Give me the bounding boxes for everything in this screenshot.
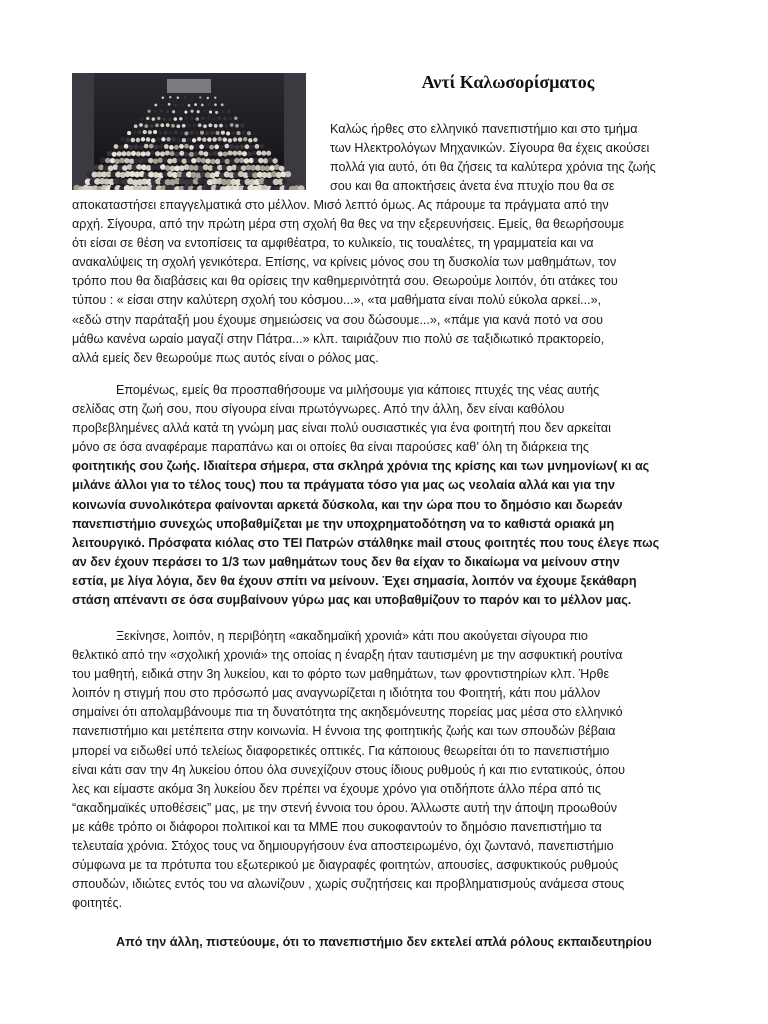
crowd-person (164, 144, 169, 149)
text-line: σπουδών, ιδιώτες εντός του να αλωνίζουν , χωρίς συζητήσεις και προβληματισμούς ανάμεσα στους (72, 877, 625, 892)
text-line: του μαθητή, ειδικά στην 3η λυκείου, και το φόρτο των μαθημάτων, των φροντιστηρίων κλπ. Ήρθε (72, 667, 610, 682)
crowd-person (166, 110, 169, 113)
text-line: τρόπο που θα διαβάσεις και θα ορίσεις την καθημερινότητά σου. Θεωρούμε λοιπόν, ότι ατάκες του (72, 274, 618, 289)
crowd-person (191, 158, 196, 163)
crowd-person (153, 158, 158, 163)
text-line: μάθω κανένα ωραίο μαγαζί στην Πάτρα...» κλπ. ταιριάζουν πιο πολύ σε ταξιδιωτικό πρακτορείο, (72, 331, 605, 346)
crowd-person (134, 144, 139, 149)
crowd-person (199, 144, 204, 149)
crowd-person (149, 144, 154, 149)
crowd-person (253, 138, 257, 142)
paragraph-1 (72, 196, 696, 368)
crowd-person (189, 145, 194, 150)
text-line: προβεβλημένες αλλά κατά τη γνώμη μας είναι πολύ ουσιαστικές για ένα φοιτητή που δεν αρκείται (72, 421, 611, 436)
text-line: σου και θα αποκτήσεις άνετα ένα πτυχίο που θα σε (330, 179, 615, 194)
paragraph-2 (72, 381, 696, 610)
crowd-person (155, 123, 159, 127)
crowd-person (247, 151, 252, 156)
text-line: Ξεκίνησε, λοιπόν, η περιβόητη «ακαδημαϊκή χρονιά» κάτι που ακούγεται σίγουρα πιο (116, 629, 588, 643)
crowd-person (160, 151, 165, 156)
crowd-person (236, 131, 240, 135)
text-line: ανακαλύψεις τη σχολή γενικότερα. Επίσης, να κρίνεις μόνος σου τη δυσκολία των μαθημάτων, τον (72, 255, 617, 270)
crowd-person (268, 157, 273, 162)
crowd-person (174, 130, 178, 134)
crowd-person (212, 137, 216, 141)
crowd-person (153, 130, 157, 134)
crowd-person (164, 131, 168, 135)
crowd-person (190, 117, 193, 120)
crowd-person (152, 117, 155, 120)
crowd-person (239, 144, 244, 149)
text-line: των Ηλεκτρολόγων Μηχανικών. Σίγουρα θα έχεις ακούσει (330, 141, 650, 156)
text-line: Επομένως, εμείς θα προσπαθήσουμε να μιλήσουμε για κάποιες πτυχές της νέας αυτής (116, 383, 600, 397)
crowd-person (209, 110, 212, 113)
crowd-person (146, 137, 150, 141)
crowd-person (207, 137, 211, 141)
crowd-person (207, 97, 209, 99)
crowd-person (238, 137, 242, 141)
crowd-person (197, 110, 200, 113)
text-line: είναι κάτι σαν την 4η λυκείου όπου όλα συνεχίζουν στους ίδιους ρυθμούς ή και πιο εντατικούς, όπου (72, 762, 626, 777)
crowd-person (261, 151, 266, 156)
crowd-person (165, 151, 170, 156)
crowd-person (208, 151, 213, 156)
crowd-person (119, 158, 124, 163)
crowd-person (181, 158, 186, 163)
crowd-person (248, 158, 253, 163)
crowd-person (169, 145, 174, 150)
crowd-person (234, 158, 239, 163)
crowd-person (141, 151, 146, 156)
crowd-person (245, 144, 250, 149)
crowd-person (124, 158, 129, 163)
crowd-person (205, 131, 209, 135)
crowd-person (134, 124, 138, 128)
crowd-person (279, 166, 285, 172)
crowd-person (192, 138, 196, 142)
crowd-person (212, 117, 215, 120)
crowd-person (192, 123, 196, 127)
crowd-person (196, 117, 199, 120)
crowd-person (272, 158, 277, 163)
crowd-person (148, 110, 151, 113)
crowd-person (124, 144, 129, 149)
crowd-person (221, 103, 224, 106)
crowd-person (179, 131, 183, 135)
crowd-person (213, 151, 218, 156)
crowd-person (139, 145, 144, 150)
crowd-person (187, 124, 191, 128)
crowd-person (134, 158, 139, 163)
crowd-person (169, 96, 171, 98)
crowd-person (131, 138, 135, 142)
crowd-person (218, 151, 223, 156)
text-line: σύμφωνα με τα πρότυπα του εξωτερικού με διαγραφές φοιτητών, απουσίες, ασφυκτικούς ρυθμούς (72, 858, 619, 873)
crowd-person (214, 97, 216, 99)
crowd-person (179, 117, 182, 120)
crowd-person (155, 151, 160, 156)
crowd-person (195, 131, 199, 135)
crowd-person (162, 157, 167, 162)
crowd-person (234, 145, 239, 150)
crowd-person (129, 145, 134, 150)
text-line: με κάθε τρόπο οι διάφοροι πολιτικοί και τα ΜΜΕ που συκοφαντούν το δημόσιο πανεπιστήμιο τα (72, 819, 602, 834)
text-line: αν δεν έχουν περάσει το 1/3 των μαθημάτων τους δεν θα είχαν το δικαίωμα να μείνουν στην (72, 554, 620, 569)
crowd-person (229, 144, 234, 149)
crowd-person (208, 103, 211, 106)
page-title: Αντί Καλωσορίσματος (421, 72, 595, 92)
crowd-person (127, 131, 131, 135)
crowd-person (187, 137, 191, 141)
crowd-person (168, 118, 171, 121)
crowd-person (219, 124, 223, 128)
crowd-person (166, 123, 170, 127)
crowd-person (148, 158, 153, 163)
crowd-person (174, 104, 177, 107)
crowd-person (162, 97, 164, 99)
crowd-person (201, 158, 206, 163)
crowd-person (159, 144, 164, 149)
crowd-person (227, 150, 232, 155)
text-line: ότι είσαι σε θέση να εντοπίσεις τα αμφιθέατρα, το κυλικείο, τις τουαλέτες, τη γραμματεία και να (72, 236, 594, 251)
crowd-person (151, 138, 155, 142)
crowd-person (225, 159, 230, 164)
text-line: αρχή. Σίγουρα, από την πρώτη μέρα στη σχολή θα θες να την εξερευνήσεις. Εμείς, θα θεωρήσουμε (72, 217, 625, 232)
crowd-person (200, 131, 204, 135)
text-line: αποκαταστήσει επαγγελματικά στο μέλλον. Μισό λεπτό όμως. Ας πάρουμε τα πράγματα από την (72, 198, 609, 212)
crowd-person (154, 145, 159, 150)
crowd-person (179, 144, 184, 149)
crowd-person (263, 158, 268, 163)
text-line: τύπου : « είσαι στην καλύτερη σχολή του κόσμου...», «τα μαθήματα είναι πολύ εύκολα αρκεί...», (72, 293, 602, 308)
crowd-person (217, 137, 221, 141)
text-line: μιλάνε άλλοι για το τέλος τους) που τα πράγματα τόσο για μας ως νεολαία αλλά και για την (72, 478, 615, 493)
crowd-person (194, 151, 199, 156)
crowd-person (250, 145, 255, 150)
crowd-person (132, 130, 136, 134)
crowd-person (177, 97, 179, 99)
crowd-person (114, 159, 119, 164)
crowd-person (125, 137, 129, 141)
crowd-person (185, 117, 188, 120)
crowd-person (224, 124, 228, 128)
crowd-person (119, 145, 124, 150)
crowd-person (184, 96, 186, 98)
crowd-person (143, 157, 148, 162)
crowd-person (121, 151, 126, 156)
crowd-person (291, 179, 297, 185)
crowd-person (138, 158, 143, 163)
crowd-person (172, 110, 175, 113)
text-line: Καλώς ήρθες στο ελληνικό πανεπιστήμιο και στο τμήμα (330, 122, 638, 136)
crowd-person (216, 131, 220, 135)
crowd-person (229, 117, 232, 120)
crowd-person (177, 157, 182, 162)
crowd-person (171, 137, 175, 141)
text-line: κοινωνία συνολικότερα φαίνονται αρκετά δύσκολα, και την ώρα που το δημόσιο και δωρεάν (72, 497, 623, 512)
text-line: λες και είμαστε ακόμα 3η λυκείου δεν πρέπει να έχουμε χρόνο για οτιδήποτε άλλο πέρα από τις (72, 781, 601, 796)
crowd-person (247, 131, 251, 135)
text-line: τελευταία χρόνια. Στόχος τους να δημιουργήσουν ένα αποστειρωμένο, όχι ζωντανό, πανεπιστήμιο (72, 839, 614, 854)
crowd-person (107, 151, 112, 156)
crowd-person (198, 123, 202, 127)
crowd-person (184, 152, 189, 157)
crowd-person (184, 111, 187, 114)
text-line: λοιπόν η στιγμή που στο πρόσωπό μας αναγνωρίζεται η ιδιότητα του Φοιτητή, κάτι που μάλλον (72, 686, 601, 701)
crowd-person (188, 104, 191, 107)
crowd-person (242, 131, 246, 135)
crowd-person (145, 151, 150, 156)
lecture-hall-photo (72, 73, 306, 190)
crowd-person (252, 151, 257, 156)
crowd-person (266, 151, 271, 156)
crowd-person (146, 117, 149, 120)
crowd-person (237, 151, 242, 156)
crowd-person (190, 131, 194, 135)
crowd-person (223, 117, 226, 120)
text-line: “ακαδημαϊκές υποθέσεις” μας, με την στενή έννοια του όρου. Άλλωστε αυτή την άποψη προωθούν (72, 800, 618, 815)
crowd-person (214, 103, 217, 106)
crowd-person (194, 103, 197, 106)
crowd-person (131, 151, 136, 156)
crowd-person (136, 151, 141, 156)
crowd-person (218, 116, 221, 119)
crowd-person (221, 131, 225, 135)
crowd-person (141, 137, 145, 141)
crowd-person (179, 151, 184, 156)
crowd-person (174, 117, 177, 120)
crowd-person (215, 111, 218, 114)
crowd-person (158, 131, 162, 135)
paragraph-4 (72, 933, 696, 952)
crowd-person (158, 158, 163, 163)
crowd-person (163, 118, 166, 121)
crowd-person (136, 138, 140, 142)
crowd-person (191, 110, 194, 113)
crowd-person (234, 116, 237, 119)
crowd-person (144, 124, 148, 128)
crowd-person (230, 123, 234, 127)
crowd-person (209, 145, 214, 150)
crowd-person (144, 144, 149, 149)
crowd-person (120, 137, 124, 141)
crowd-person (222, 165, 228, 171)
crowd-person (199, 96, 201, 98)
crowd-person (192, 97, 194, 99)
crowd-person (210, 159, 215, 164)
crowd-person (228, 138, 232, 142)
crowd-person (256, 151, 261, 156)
text-line: εστία, με λίγα λόγια, δεν θα έχουν σπίτι να μείνουν. Έχει σημασία, λοιπόν να έχουμε ξεκάθαρη (72, 573, 637, 588)
crowd-person (169, 131, 173, 135)
crowd-person (156, 137, 160, 141)
text-line: θελκτικό από την «σχολική χρονιά» της οποίας η έναρξη ήταν ταυτισμένη με την ασφυκτική ρουτίνα (72, 648, 623, 663)
crowd-person (148, 130, 152, 134)
crowd-person (223, 151, 228, 156)
crowd-person (114, 144, 119, 149)
crowd-person (224, 144, 229, 149)
text-line: στάση απέναντι σε όσα συμβαίνουν γύρω μας και υποβαθμίζουν το παρόν και το μέλλον μας. (72, 593, 632, 608)
crowd-person (108, 165, 114, 171)
crowd-person (269, 165, 275, 171)
crowd-person (255, 144, 260, 149)
crowd-person (233, 137, 237, 141)
crowd-person (160, 123, 164, 127)
crowd-person (182, 138, 186, 142)
crowd-person (201, 104, 204, 107)
crowd-person (231, 131, 235, 135)
crowd-person (215, 159, 220, 164)
crowd-person (232, 151, 237, 156)
text-line: σημαίνει ότι απολαμβάνουμε πια τη δυνατότητα της ακηδεμόνευτης πορείας μας μέσα στο ελληνικό (72, 705, 623, 720)
crowd-person (182, 124, 186, 128)
crowd-person (176, 124, 180, 128)
crowd-person (170, 151, 175, 156)
crowd-person (112, 152, 117, 157)
text-line: πανεπιστήμιο συνεχώς υποβαθμίζεται με την υποχρηματοδότηση να το καθιστά οριακά μη (72, 516, 615, 531)
intro-paragraph (330, 120, 696, 196)
crowd-person (285, 171, 291, 177)
crowd-person (194, 144, 199, 149)
crowd-person (229, 159, 234, 164)
text-line: μόνο σε όσα αναφέραμε παραπάνω και οι οποίες θα είναι παρούσες καθ’ όλη τη διάρκεια της (72, 440, 589, 455)
crowd-person (174, 145, 179, 150)
crowd-person (184, 131, 188, 135)
crowd-person (105, 158, 110, 163)
crowd-person (157, 117, 160, 120)
crowd-person (178, 110, 181, 113)
crowd-person (221, 110, 224, 113)
crowd-person (214, 144, 219, 149)
crowd-person (181, 103, 184, 106)
text-line: «εδώ στην παράταξή μου έχουμε σημειώσεις να σου δώσουμε...», «πάμε για κανά ποτό να σου (72, 312, 603, 327)
crowd-person (226, 131, 230, 135)
crowd-person (258, 158, 263, 163)
crowd-person (154, 104, 157, 107)
crowd-person (202, 137, 206, 141)
text-line: Από την άλλη, πιστεύουμε, ότι το πανεπιστήμιο δεν εκτελεί απλά ρόλους εκπαιδευτηρίου (116, 935, 652, 949)
crowd-person (214, 124, 218, 128)
crowd-person (243, 137, 247, 141)
crowd-person (253, 157, 258, 162)
crowd-person (161, 103, 164, 106)
crowd-person (171, 124, 175, 128)
crowd-person (210, 131, 214, 135)
text-line: πολλά για αυτό, ότι θα ζήσεις τα καλύτερα χρόνια της ζωής (330, 160, 656, 175)
crowd-person (110, 158, 115, 163)
crowd-person (150, 124, 154, 128)
crowd-person (244, 158, 249, 163)
crowd-person (172, 158, 177, 163)
crowd-person (201, 117, 204, 120)
text-line: φοιτητικής σου ζωής. Ιδιαίτερα σήμερα, στα σκληρά χρόνια της κρίσης και των μνημονίων( κι ας (72, 459, 650, 474)
crowd-person (196, 157, 201, 162)
crowd-person (248, 138, 252, 142)
crowd-person (199, 150, 204, 155)
crowd-person (227, 110, 230, 113)
crowd-person (117, 151, 122, 156)
crowd-person (129, 158, 134, 163)
crowd-person (203, 110, 206, 113)
text-line: αλλά εμείς δεν θεωρούμε πως αυτός είναι ο ρόλος μας. (72, 350, 379, 365)
crowd-person (242, 151, 247, 156)
crowd-person (126, 151, 131, 156)
crowd-person (207, 116, 210, 119)
paragraph-3 (72, 627, 696, 913)
crowd-person (220, 158, 225, 163)
crowd-person (223, 137, 227, 141)
crowd-person (204, 144, 209, 149)
crowd-person (239, 158, 244, 163)
crowd-person (203, 124, 207, 128)
crowd-person (143, 130, 147, 134)
crowd-person (150, 150, 155, 155)
crowd-person (208, 123, 212, 127)
text-line: πανεπιστήμιο και μετέπειτα στην κοινωνία. Η έννοια της φοιτητικής ζωής και των σπουδών βέβαια (72, 724, 616, 739)
crowd-person (219, 145, 224, 150)
crowd-person (154, 110, 157, 113)
crowd-person (174, 152, 179, 157)
crowd-person (161, 137, 165, 141)
crowd-person (141, 117, 144, 120)
crowd-person (240, 124, 244, 128)
text-line: φοιτητές. (72, 896, 123, 911)
lecture-hall-image (72, 73, 306, 190)
crowd-person (186, 157, 191, 162)
text-line: λειτουργικό. Πρόσφατα κιόλας στο ΤΕΙ Πατρών στάλθηκε mail στους φοιτητές που τους έλεγε πως (72, 535, 660, 550)
crowd-person (166, 137, 170, 141)
crowd-person (197, 137, 201, 141)
crowd-person (203, 151, 208, 156)
crowd-person (205, 158, 210, 163)
crowd-person (100, 157, 105, 162)
crowd-person (168, 103, 171, 106)
crowd-person (139, 123, 143, 127)
crowd-person (160, 110, 163, 113)
crowd-person (189, 152, 194, 157)
crowd-person (167, 158, 172, 163)
text-line: μπορεί να ειδωθεί υπό τελείως διαφορετικές οπτικές. Για κάποιους θεωρείται ότι το πανεπιστήμιο (72, 743, 610, 758)
text-line: σελίδας στη ζωή σου, που σίγουρα είναι πρωτόγνωρες. Από την άλλη, δεν είναι καθόλου (72, 402, 565, 417)
crowd-person (260, 144, 265, 149)
crowd-person (177, 138, 181, 142)
crowd-person (137, 130, 141, 134)
crowd-person (235, 124, 239, 128)
crowd-person (184, 144, 189, 149)
